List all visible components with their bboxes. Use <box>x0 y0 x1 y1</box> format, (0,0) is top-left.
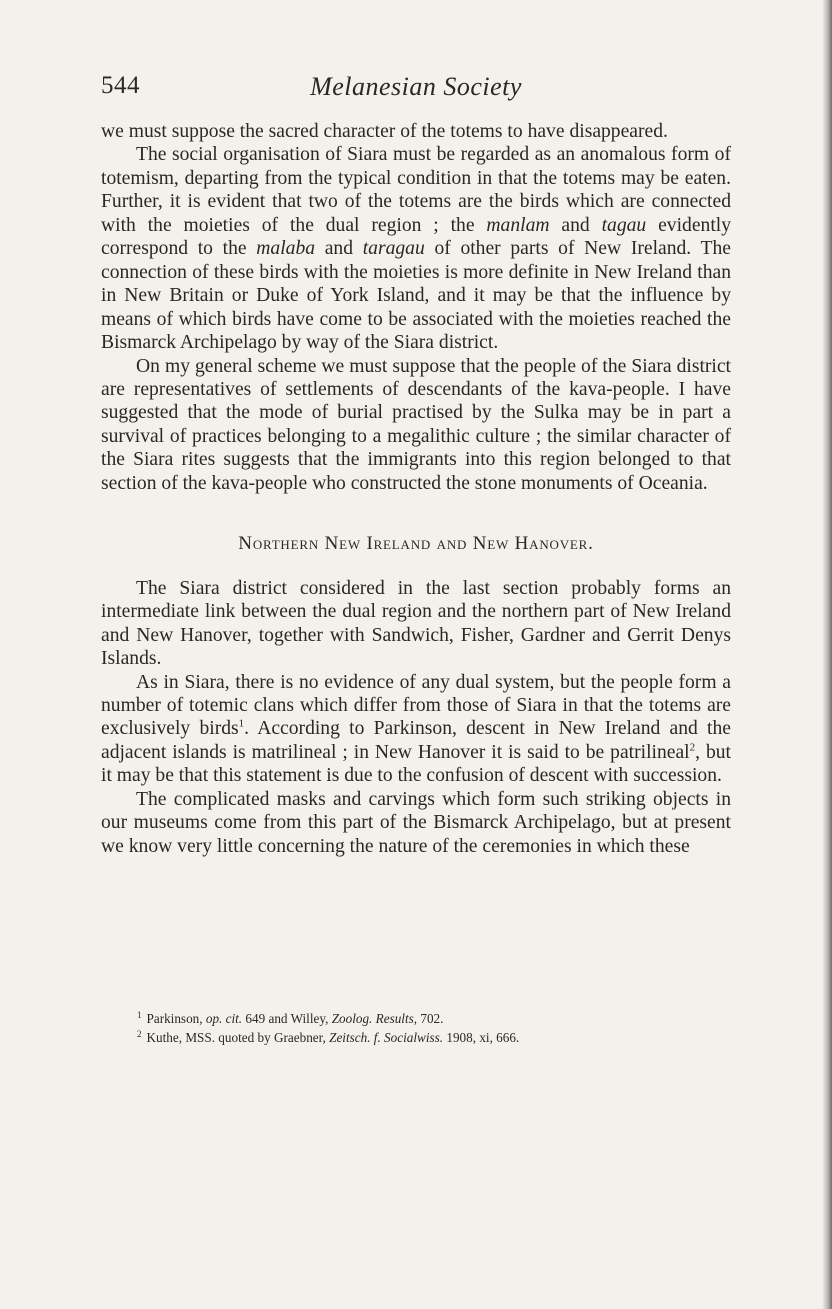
running-head: Melanesian Society <box>310 72 522 101</box>
footnote-1-citation-a: op. cit. <box>205 1011 243 1026</box>
footnote-2 <box>137 1028 737 1047</box>
footnote-2-text-a: Kuthe, MSS. quoted by Graebner, <box>146 1030 330 1045</box>
paragraph-5-text-c: , but it may be that this statement is due to the confusion of descent with succession. <box>101 741 731 787</box>
footnotes <box>137 1009 737 1047</box>
footnote-2-text-b: 1908, xi, 666. <box>443 1030 520 1045</box>
footnote-ref-2[interactable]: 2 <box>689 741 696 754</box>
paragraph-1: we must suppose the sacred character of the totems to have disappeared. <box>101 121 668 142</box>
paragraph-4: The Siara district considered in the last section probably forms an intermediate link between the dual region and the northern part of New Ireland and New Hanover, together with Sandwich, Fisher, Gardner and Gerrit Denys Islands. <box>101 577 731 670</box>
page-number: 544 <box>101 72 140 99</box>
page-edge-shadow <box>822 0 832 1309</box>
paragraph-6: The complicated masks and carvings which form such striking objects in our museums come from this part of the Bismarck Archipelago, but at present we know very little concerning the nature of the ceremonies in which these <box>101 788 731 857</box>
paragraph-2-text-b: and <box>549 214 602 236</box>
page-header <box>101 72 731 108</box>
term-taragau: taragau <box>362 238 425 260</box>
footnote-1 <box>137 1009 737 1028</box>
footnote-1-text-a: Parkinson, <box>146 1011 206 1026</box>
paragraph-5-text-b: . According to Parkinson, descent in New Ireland and the adjacent islands is matrilineal ; in New Hanover it is said to be patrilineal <box>101 718 731 763</box>
footnote-ref-1[interactable]: 1 <box>238 717 245 730</box>
paragraph-2-text-a: The social organisation of Siara must be regarded as an anomalous form of totemism, departing from the typical condition in that the totems may be eaten. Further, it is evident that two of the totems are the birds which are connected with the moieties of the dual region ; the <box>101 144 731 236</box>
footnote-1-citation-b: Zoolog. Results, <box>331 1011 418 1026</box>
term-manlam: manlam <box>486 214 550 236</box>
term-tagau: tagau <box>601 214 647 236</box>
paragraph-2-text-d: and <box>315 238 363 260</box>
paragraph-5 <box>101 671 731 788</box>
paragraph-5-text-a: As in Siara, there is no evidence of any dual system, but the people form a number of totemic clans which differ from those of Siara in that the totems are exclusively birds <box>101 671 731 740</box>
footnote-1-text-c: 702. <box>417 1011 444 1026</box>
section-heading: Northern New Ireland and New Hanover. <box>238 533 594 555</box>
term-malaba: malaba <box>256 238 316 260</box>
paragraph-2 <box>101 143 731 354</box>
footnote-2-citation: Zeitsch. f. Socialwiss. <box>329 1030 444 1045</box>
footnote-2-number: 2 <box>137 1028 142 1039</box>
paragraph-2-text-e: of other parts of New Ireland. The connection of these birds with the moieties is more definite in New Ireland than in New Britain or Duke of York Island, and it may be that the influence by means of which birds have come to be associated with the moieties reached the Bismarck Archipelago by way of the Siara district. <box>101 238 731 354</box>
paragraph-2-text-c: evidently correspond to the <box>101 214 731 260</box>
footnote-1-number: 1 <box>137 1009 142 1020</box>
body-text <box>101 120 731 858</box>
footnote-1-text-b: 649 and Willey, <box>242 1011 332 1026</box>
paragraph-3: On my general scheme we must suppose that the people of the Siara district are representatives of settlements of descendants of the kava-people. I have suggested that the mode of burial practised by the Sulka may be in part a survival of practices belonging to a megalithic culture ; the similar character of the Siara rites suggests that the immigrants into this region belonged to that section of the kava-people who constructed the stone monuments of Oceania. <box>101 355 731 494</box>
